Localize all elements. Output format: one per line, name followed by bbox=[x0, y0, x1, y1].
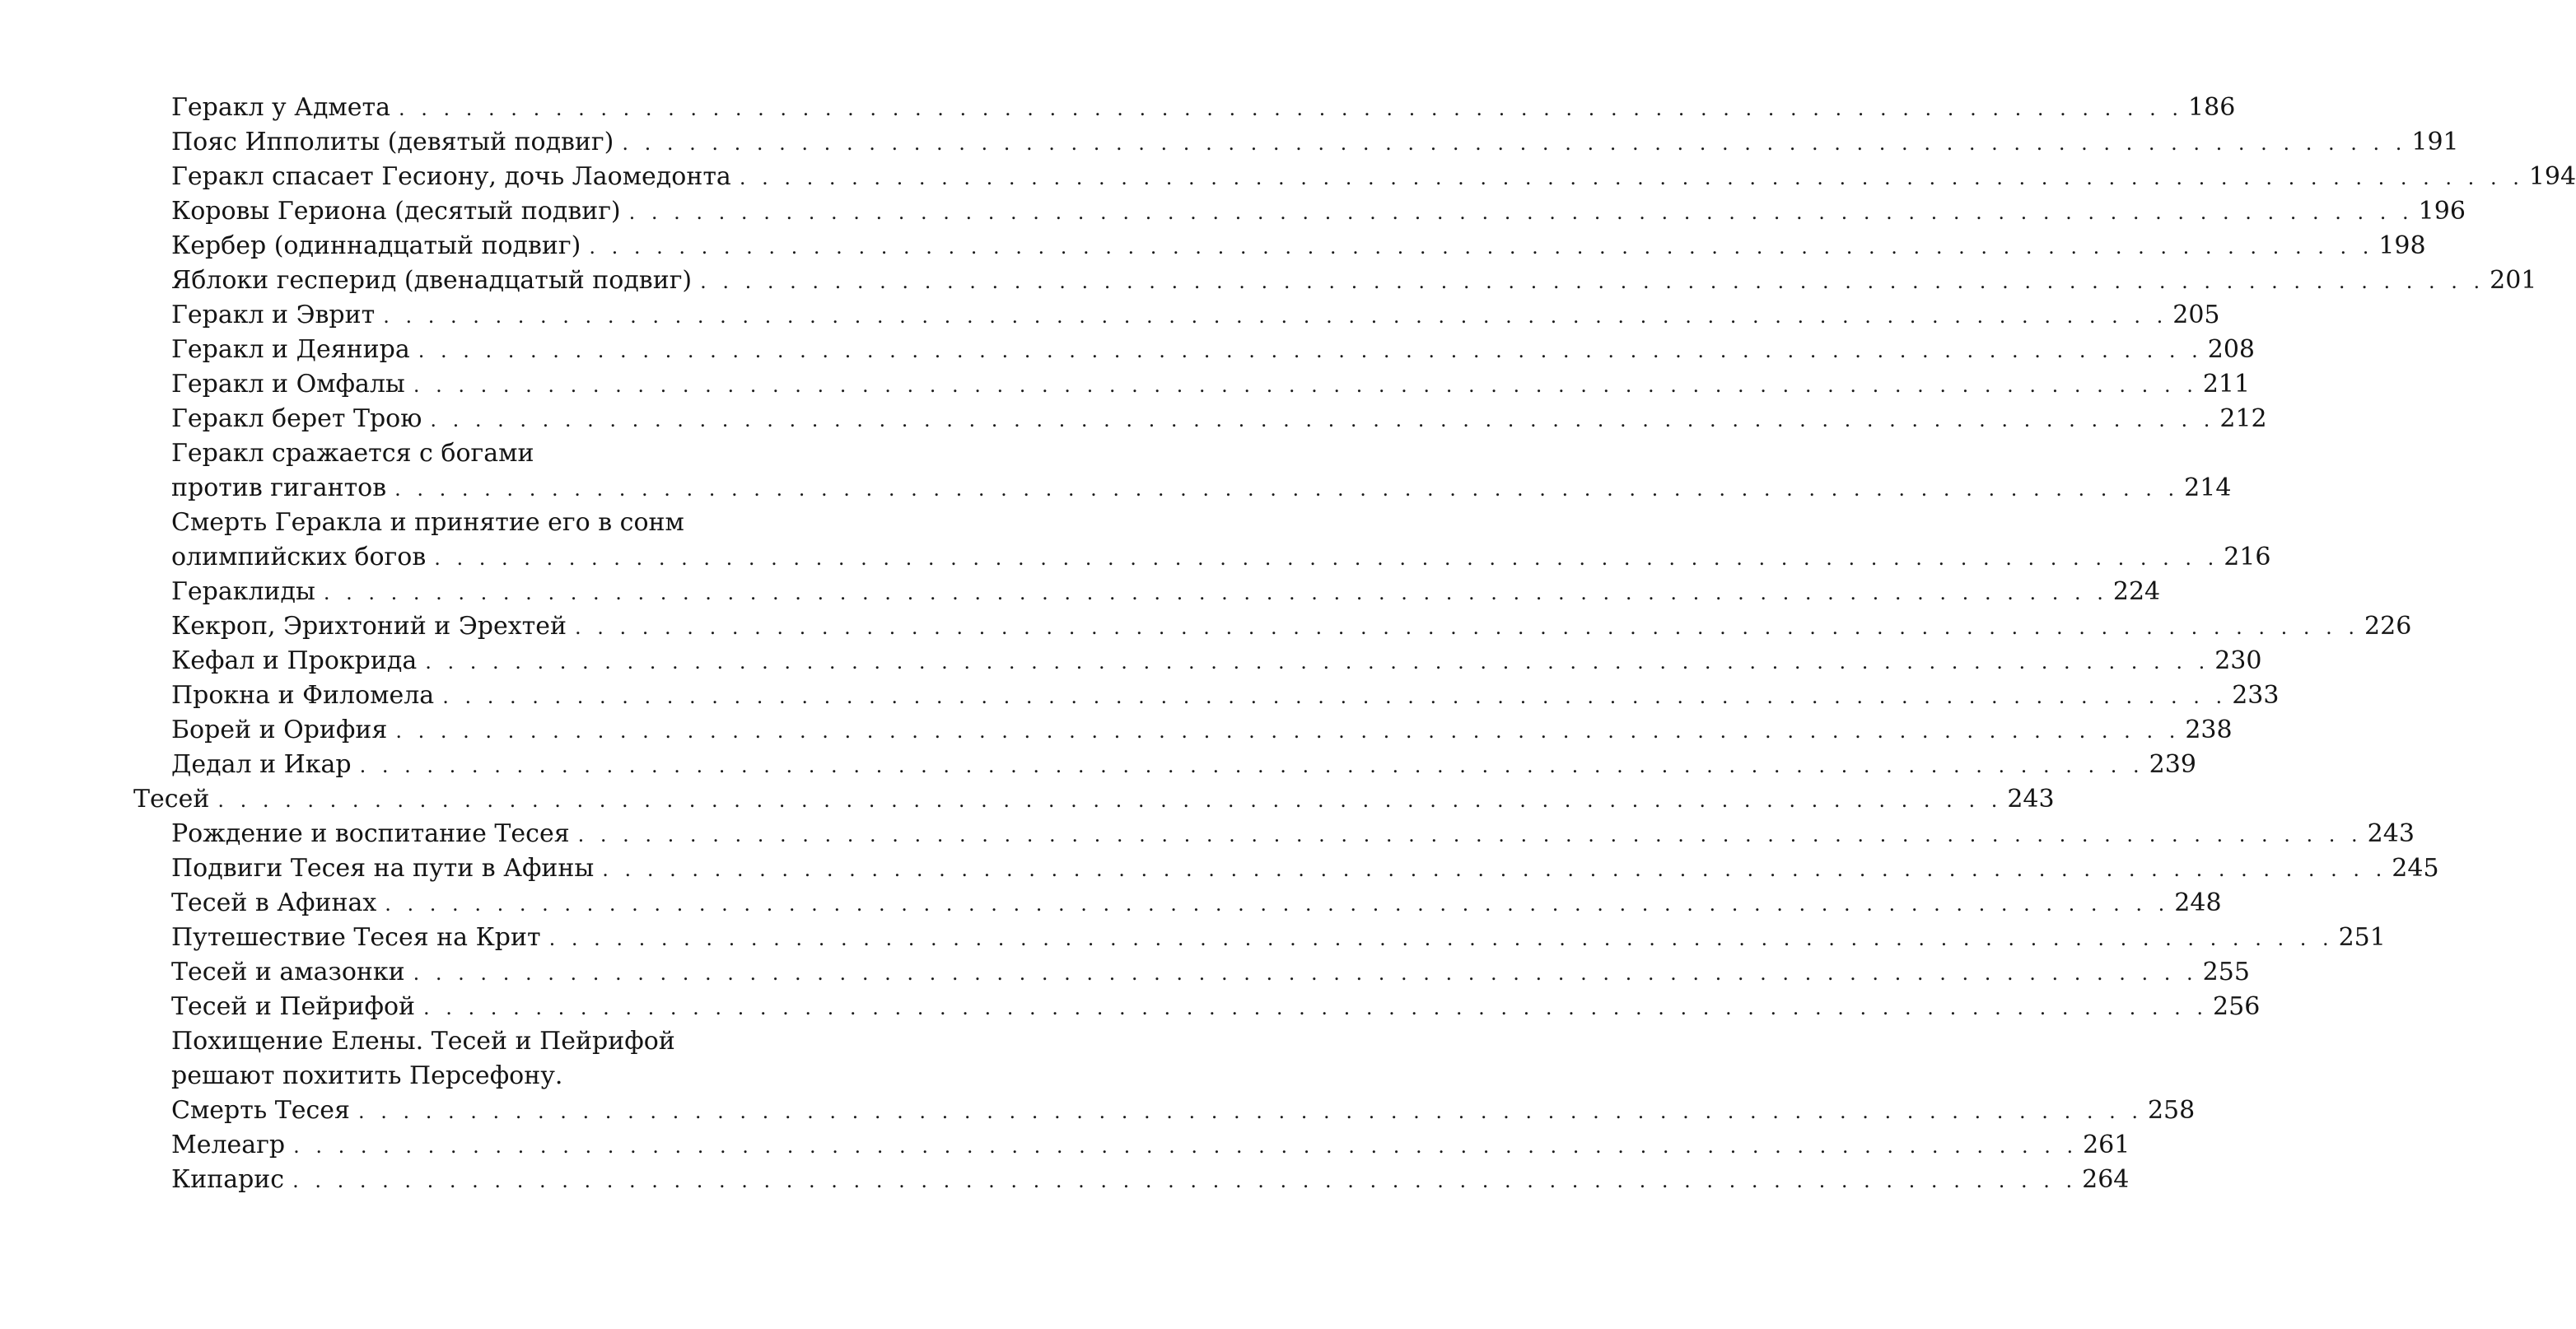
toc-entry bbox=[133, 713, 2233, 748]
toc-entry-title: Пояс Ипполиты (девятый подвиг) bbox=[171, 125, 622, 160]
toc-entry bbox=[133, 748, 2196, 782]
dot-leader: . . . . . . . . . . . . . . . . . . . . . . . . . . . . . . . . . . . . . . . . . . . . . . . . . . . . . . . . . . . . . . . . . . . . . . . . . . . . . . . . bbox=[293, 1135, 2079, 1158]
toc-entry-title: Кипарис bbox=[171, 1163, 292, 1197]
dot-leader: . . . . . . . . . . . . . . . . . . . . . . . . . . . . . . . . . . . . . . . . . . . . . . . . . . . . . . . . . . . . . . . . . . . . . . . . . . . . . . . . bbox=[399, 97, 2184, 120]
toc-entry bbox=[133, 1128, 2130, 1163]
dot-leader: . . . . . . . . . . . . . . . . . . . . . . . . . . . . . . . . . . . . . . . . . . . . . . . . . . . . . . . . . . . . . . . . . . . . . . . . . . . . . . . . bbox=[602, 858, 2387, 881]
toc-entry bbox=[133, 817, 2415, 851]
dot-leader: . . . . . . . . . . . . . . . . . . . . . . . . . . . . . . . . . . . . . . . . . . . . . . . . . . . . . . . . . . . . . . . . . . . . . . . . . . . . . . . . bbox=[292, 1169, 2078, 1192]
toc-entry-page-number: 186 bbox=[2188, 93, 2236, 122]
dot-leader: . . . . . . . . . . . . . . . . . . . . . . . . . . . . . . . . . . . . . . . . . . . . . . . . . . . . . . . . . . . . . . . . . . . . . . . . . . . . . . . . bbox=[359, 754, 2144, 777]
toc-entry-page-number: 194 bbox=[2528, 162, 2576, 191]
toc-entry-page-number: 226 bbox=[2364, 612, 2412, 641]
toc-entry-title: Смерть Геракла и принятие его в сонм bbox=[171, 506, 693, 540]
toc-entry-title: решают похитить Персефону. bbox=[171, 1059, 571, 1094]
dot-leader: . . . . . . . . . . . . . . . . . . . . . . . . . . . . . . . . . . . . . . . . . . . . . . . . . . . . . . . . . . . . . . . . . . . . . . . . . . . . . . . . bbox=[394, 478, 2180, 501]
toc-entry-page-number: 258 bbox=[2147, 1096, 2196, 1125]
toc-entry-page-number: 248 bbox=[2174, 888, 2222, 917]
toc-entry bbox=[133, 263, 2537, 298]
toc-entry-title: Кекроп, Эрихтоний и Эрехтей bbox=[171, 609, 575, 644]
toc-entry-page-number: 201 bbox=[2490, 266, 2537, 295]
toc-entry-title: Гераклиды bbox=[171, 575, 324, 609]
toc-entry-page-number: 216 bbox=[2224, 543, 2271, 571]
toc-entry-title: Смерть Тесея bbox=[171, 1094, 358, 1128]
toc-entry-page-number: 255 bbox=[2202, 958, 2250, 986]
toc-entry-page-number: 256 bbox=[2213, 992, 2261, 1021]
toc-entry-title: Геракл сражается с богами bbox=[171, 436, 542, 471]
toc-entry bbox=[133, 436, 792, 471]
toc-entry-title: Геракл берет Трою bbox=[171, 402, 430, 436]
dot-leader: . . . . . . . . . . . . . . . . . . . . . . . . . . . . . . . . . . . . . . . . . . . . . . . . . . . . . . . . . . . . . . . . . . . . . . . . . . . . . . . . bbox=[413, 374, 2198, 397]
toc-entry-title: Похищение Елены. Тесей и Пейрифой bbox=[171, 1024, 684, 1059]
toc-entry-title: Геракл и Деянира bbox=[171, 333, 418, 367]
dot-leader: . . . . . . . . . . . . . . . . . . . . . . . . . . . . . . . . . . . . . . . . . . . . . . . . . . . . . . . . . . . . . . . . . . . . . . . . . . . . . . . . bbox=[442, 685, 2228, 708]
toc-entry-page-number: 214 bbox=[2184, 473, 2232, 502]
dot-leader: . . . . . . . . . . . . . . . . . . . . . . . . . . . . . . . . . . . . . . . . . . . . . . . . . . . . . . . . . . . . . . . . . . . . . . . . . . . . . . . . bbox=[423, 996, 2209, 1019]
toc-entry bbox=[133, 678, 2280, 713]
dot-leader: . . . . . . . . . . . . . . . . . . . . . . . . . . . . . . . . . . . . . . . . . . . . . . . . . . . . . . . . . . . . . . . . . . . . . . . . . . . . . . . . bbox=[217, 789, 2003, 812]
toc-entry bbox=[133, 194, 2466, 229]
dot-leader: . . . . . . . . . . . . . . . . . . . . . . . . . . . . . . . . . . . . . . . . . . . . . . . . . . . . . . . . . . . . . . . . . . . . . . . . . . . . . . . . bbox=[589, 235, 2374, 259]
dot-leader: . . . . . . . . . . . . . . . . . . . . . . . . . . . . . . . . . . . . . . . . . . . . . . . . . . . . . . . . . . . . . . . . . . . . . . . . . . . . . . . . bbox=[425, 651, 2210, 674]
toc-entry bbox=[133, 1059, 792, 1094]
toc-entry-title: Тесей bbox=[133, 782, 217, 817]
toc-entry bbox=[133, 471, 2232, 506]
toc-entry bbox=[133, 575, 2161, 609]
toc-entry-title: Яблоки гесперид (двенадцатый подвиг) bbox=[171, 263, 700, 298]
toc-entry-title: Мелеагр bbox=[171, 1128, 293, 1163]
toc-section-entry bbox=[133, 782, 2055, 817]
toc-entry-title: Подвиги Тесея на пути в Афины bbox=[171, 851, 602, 886]
toc-entry-title: Кефал и Прокрида bbox=[171, 644, 425, 678]
toc-entry bbox=[133, 1024, 792, 1059]
toc-entry bbox=[133, 609, 2412, 644]
toc-entry bbox=[133, 644, 2262, 678]
dot-leader: . . . . . . . . . . . . . . . . . . . . . . . . . . . . . . . . . . . . . . . . . . . . . . . . . . . . . . . . . . . . . . . . . . . . . . . . . . . . . . . . bbox=[357, 1100, 2143, 1123]
toc-entry-page-number: 212 bbox=[2219, 404, 2267, 433]
dot-leader: . . . . . . . . . . . . . . . . . . . . . . . . . . . . . . . . . . . . . . . . . . . . . . . . . . . . . . . . . . . . . . . . . . . . . . . . . . . . . . . . bbox=[700, 270, 2485, 293]
toc-entry-page-number: 239 bbox=[2149, 750, 2196, 779]
dot-leader: . . . . . . . . . . . . . . . . . . . . . . . . . . . . . . . . . . . . . . . . . . . . . . . . . . . . . . . . . . . . . . . . . . . . . . . . . . . . . . . . bbox=[622, 132, 2407, 155]
toc-entry-page-number: 245 bbox=[2392, 854, 2439, 883]
toc-entry-title: Дедал и Икар bbox=[171, 748, 360, 782]
toc-entry bbox=[133, 990, 2261, 1024]
dot-leader: . . . . . . . . . . . . . . . . . . . . . . . . . . . . . . . . . . . . . . . . . . . . . . . . . . . . . . . . . . . . . . . . . . . . . . . . . . . . . . . . bbox=[548, 927, 2334, 950]
toc-entry bbox=[133, 886, 2222, 921]
toc-entry-title: Кербер (одиннадцатый подвиг) bbox=[171, 229, 589, 263]
toc-entry-title: олимпийских богов bbox=[171, 540, 434, 575]
table-of-contents bbox=[133, 91, 2576, 1197]
toc-entry-title: Коровы Гериона (десятый подвиг) bbox=[171, 194, 629, 229]
toc-entry bbox=[133, 1163, 2130, 1197]
dot-leader: . . . . . . . . . . . . . . . . . . . . . . . . . . . . . . . . . . . . . . . . . . . . . . . . . . . . . . . . . . . . . . . . . . . . . . . . . . . . . . . . bbox=[395, 720, 2181, 743]
toc-entry bbox=[133, 125, 2459, 160]
toc-entry bbox=[133, 851, 2439, 886]
toc-entry-title: Геракл спасает Гесиону, дочь Лаомедонта bbox=[171, 160, 740, 194]
dot-leader: . . . . . . . . . . . . . . . . . . . . . . . . . . . . . . . . . . . . . . . . . . . . . . . . . . . . . . . . . . . . . . . . . . . . . . . . . . . . . . . . bbox=[577, 823, 2363, 846]
toc-entry bbox=[133, 229, 2426, 263]
toc-entry-page-number: 208 bbox=[2207, 335, 2255, 364]
toc-entry bbox=[133, 367, 2251, 402]
toc-entry-page-number: 196 bbox=[2418, 197, 2466, 226]
toc-entry-page-number: 205 bbox=[2172, 301, 2220, 329]
toc-entry-page-number: 238 bbox=[2185, 716, 2233, 744]
dot-leader: . . . . . . . . . . . . . . . . . . . . . . . . . . . . . . . . . . . . . . . . . . . . . . . . . . . . . . . . . . . . . . . . . . . . . . . . . . . . . . . . bbox=[418, 339, 2203, 362]
toc-entry-title: Геракл и Омфалы bbox=[171, 367, 413, 402]
toc-entry-page-number: 264 bbox=[2082, 1165, 2130, 1194]
toc-entry-page-number: 191 bbox=[2411, 128, 2459, 156]
toc-entry-title: Прокна и Филомела bbox=[171, 678, 442, 713]
toc-entry-page-number: 230 bbox=[2214, 646, 2262, 675]
toc-entry bbox=[133, 1094, 2196, 1128]
toc-entry-page-number: 261 bbox=[2083, 1131, 2130, 1159]
dot-leader: . . . . . . . . . . . . . . . . . . . . . . . . . . . . . . . . . . . . . . . . . . . . . . . . . . . . . . . . . . . . . . . . . . . . . . . . . . . . . . . . bbox=[385, 893, 2170, 916]
toc-entry bbox=[133, 333, 2255, 367]
toc-entry bbox=[133, 160, 2576, 194]
toc-entry bbox=[133, 298, 2220, 333]
toc-entry-title: Тесей и амазонки bbox=[171, 955, 413, 990]
dot-leader: . . . . . . . . . . . . . . . . . . . . . . . . . . . . . . . . . . . . . . . . . . . . . . . . . . . . . . . . . . . . . . . . . . . . . . . . . . . . . . . . bbox=[383, 305, 2168, 328]
dot-leader: . . . . . . . . . . . . . . . . . . . . . . . . . . . . . . . . . . . . . . . . . . . . . . . . . . . . . . . . . . . . . . . . . . . . . . . . . . . . . . . . bbox=[323, 581, 2108, 604]
toc-entry-page-number: 211 bbox=[2202, 370, 2251, 399]
toc-entry-page-number: 251 bbox=[2338, 923, 2386, 952]
toc-entry-title: Тесей и Пейрифой bbox=[171, 990, 423, 1024]
toc-entry-title: против гигантов bbox=[171, 471, 394, 506]
dot-leader: . . . . . . . . . . . . . . . . . . . . . . . . . . . . . . . . . . . . . . . . . . . . . . . . . . . . . . . . . . . . . . . . . . . . . . . . . . . . . . . . bbox=[434, 547, 2219, 570]
toc-entry-title: Геракл и Эврит bbox=[171, 298, 383, 333]
toc-entry-title: Тесей в Афинах bbox=[171, 886, 385, 921]
toc-entry-page-number: 243 bbox=[2007, 785, 2055, 814]
dot-leader: . . . . . . . . . . . . . . . . . . . . . . . . . . . . . . . . . . . . . . . . . . . . . . . . . . . . . . . . . . . . . . . . . . . . . . . . . . . . . . . . bbox=[739, 166, 2524, 189]
toc-entry bbox=[133, 921, 2386, 955]
dot-leader: . . . . . . . . . . . . . . . . . . . . . . . . . . . . . . . . . . . . . . . . . . . . . . . . . . . . . . . . . . . . . . . . . . . . . . . . . . . . . . . . bbox=[628, 201, 2414, 224]
toc-entry bbox=[133, 540, 2271, 575]
dot-leader: . . . . . . . . . . . . . . . . . . . . . . . . . . . . . . . . . . . . . . . . . . . . . . . . . . . . . . . . . . . . . . . . . . . . . . . . . . . . . . . . bbox=[413, 962, 2198, 985]
toc-entry-title: Геракл у Адмета bbox=[171, 91, 399, 125]
toc-entry bbox=[133, 506, 792, 540]
toc-entry bbox=[133, 955, 2250, 990]
dot-leader: . . . . . . . . . . . . . . . . . . . . . . . . . . . . . . . . . . . . . . . . . . . . . . . . . . . . . . . . . . . . . . . . . . . . . . . . . . . . . . . . bbox=[575, 616, 2360, 639]
toc-entry-page-number: 243 bbox=[2367, 819, 2415, 848]
toc-entry-title: Рождение и воспитание Тесея bbox=[171, 817, 578, 851]
toc-entry-page-number: 233 bbox=[2232, 681, 2280, 710]
dot-leader: . . . . . . . . . . . . . . . . . . . . . . . . . . . . . . . . . . . . . . . . . . . . . . . . . . . . . . . . . . . . . . . . . . . . . . . . . . . . . . . . bbox=[430, 408, 2215, 431]
toc-entry bbox=[133, 402, 2267, 436]
toc-entry-page-number: 198 bbox=[2378, 231, 2426, 260]
toc-entry-title: Борей и Орифия bbox=[171, 713, 395, 748]
toc-entry-title: Путешествие Тесея на Крит bbox=[171, 921, 549, 955]
toc-entry bbox=[133, 91, 2236, 125]
toc-entry-page-number: 224 bbox=[2112, 577, 2161, 606]
